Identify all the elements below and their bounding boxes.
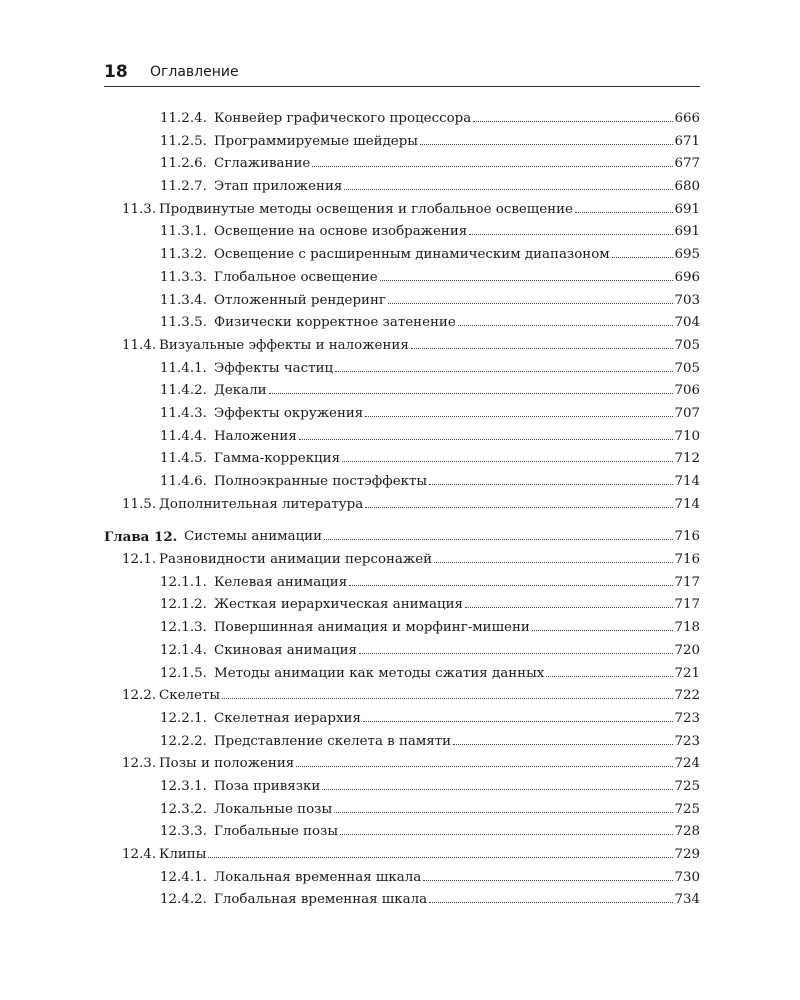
- toc-entry: [104, 844, 700, 867]
- toc-entry-line: [214, 867, 700, 890]
- toc-entry-page: 718: [674, 620, 700, 636]
- toc-entry-line: [214, 131, 700, 154]
- toc-entry-page: 723: [674, 733, 700, 749]
- toc-entry: [104, 244, 700, 267]
- toc-entry-title: Продвинутые методы освещения и глобальное освещение: [159, 201, 573, 217]
- toc-entry-page: 705: [674, 360, 700, 376]
- toc-entry: [104, 131, 700, 154]
- toc-entry-line: [214, 821, 700, 844]
- toc-entry-line: [214, 380, 700, 403]
- toc-entry-page: 721: [674, 665, 700, 681]
- toc-entry-page: 716: [674, 529, 700, 545]
- toc-entry-page: 712: [674, 451, 700, 467]
- toc-entry-number: 12.1.: [122, 552, 157, 568]
- toc-entry: [104, 176, 700, 199]
- dot-leader: [208, 857, 673, 858]
- toc-entry-page: 695: [674, 247, 700, 263]
- toc-entry-title: Наложения: [214, 428, 297, 444]
- toc-entry: [104, 640, 700, 663]
- toc-entry-page: 696: [674, 269, 700, 285]
- toc-entry: [104, 290, 700, 313]
- dot-leader: [296, 766, 673, 767]
- dot-leader: [388, 303, 674, 304]
- toc-entry-page: 723: [674, 710, 700, 726]
- dot-leader: [575, 212, 673, 213]
- dot-leader: [344, 189, 673, 190]
- toc-entry-page: 720: [674, 642, 700, 658]
- dot-leader: [365, 416, 673, 417]
- toc-entry-number: 12.1.4.: [160, 642, 207, 658]
- toc-entry-number: 11.2.5.: [160, 133, 207, 149]
- toc-entry-line: [214, 153, 700, 176]
- toc-chapter-entry: [104, 526, 700, 549]
- toc-entry-line: [214, 290, 700, 313]
- toc-entry-line: [214, 358, 700, 381]
- toc-entry-title: Глобальное освещение: [214, 269, 378, 285]
- toc-entry-number: 11.4.2.: [160, 383, 207, 399]
- toc-entry: [104, 335, 700, 358]
- toc-entry-line: [214, 572, 700, 595]
- dot-leader: [269, 393, 674, 394]
- toc-entry-title: Позы и положения: [159, 756, 295, 772]
- toc-entry-number: 12.4.2.: [160, 892, 207, 908]
- toc-entry: [104, 549, 700, 572]
- toc-entry-page: 706: [674, 383, 700, 399]
- toc-entry-line: [214, 594, 700, 617]
- toc-entry-page: 691: [674, 201, 700, 217]
- toc-entry-page: 724: [674, 756, 700, 772]
- toc-entry-line: [214, 799, 700, 822]
- toc-entry: [104, 358, 700, 381]
- toc-entry-page: 728: [674, 824, 700, 840]
- dot-leader: [365, 507, 673, 508]
- toc-entry: [104, 821, 700, 844]
- toc-entry-page: 722: [674, 688, 700, 704]
- toc-entry-page: 717: [674, 597, 700, 613]
- toc-entry-page: 714: [674, 474, 700, 489]
- dot-leader: [420, 144, 673, 145]
- toc-entry-page: 725: [674, 801, 700, 817]
- dot-leader: [532, 630, 674, 631]
- toc-entry-number: 12.3.: [122, 756, 157, 772]
- dot-leader: [322, 789, 673, 790]
- toc-entry-title: Освещение с расширенным динамическим диапазоном: [214, 247, 610, 263]
- toc-entry-line: [214, 663, 700, 686]
- dot-leader: [465, 607, 674, 608]
- dot-leader: [340, 834, 673, 835]
- page-number: 18: [104, 62, 128, 82]
- toc-entry-line: [214, 889, 700, 912]
- toc-entry-title: Поза привязки: [214, 778, 321, 794]
- toc-entry: [104, 731, 700, 754]
- toc-entry-line: [104, 526, 700, 549]
- toc-entry-number: 12.3.2.: [160, 801, 207, 817]
- toc-entry-title: Освещение на основе изображения: [214, 224, 468, 240]
- toc-entry-title: Гамма-коррекция: [214, 451, 341, 467]
- toc-entry-line: [214, 617, 700, 640]
- toc-entry: [104, 153, 700, 176]
- toc-entry-title: Сглаживание: [214, 156, 311, 172]
- toc-entry-line: [214, 708, 700, 731]
- toc-entry-line: [214, 731, 700, 754]
- toc-entry-title: Келевая анимация: [214, 574, 348, 590]
- toc-entry-line: [214, 176, 700, 199]
- dot-leader: [453, 744, 673, 745]
- toc-entry-number: 11.4.: [122, 337, 157, 353]
- toc-entry-line: [214, 221, 700, 244]
- dot-leader: [429, 902, 673, 903]
- toc-entry-number: 11.2.7.: [160, 179, 207, 195]
- toc-entry-number: 11.5.: [122, 496, 157, 512]
- toc-entry: [104, 708, 700, 731]
- toc-entry-line: [159, 199, 700, 222]
- toc-entry-number: 11.3.2.: [160, 247, 207, 263]
- toc-entry: [104, 799, 700, 822]
- toc-entry-title: Декали: [214, 383, 267, 399]
- toc-entry-number: 11.3.3.: [160, 269, 207, 285]
- toc-entry-title: Методы анимации как методы сжатия данных: [214, 665, 545, 681]
- toc-entry-title: Представление скелета в памяти: [214, 733, 452, 749]
- toc-entry-number: 12.3.1.: [160, 778, 207, 794]
- toc-entry-line: [214, 471, 700, 494]
- toc-entry-number: 12.1.2.: [160, 597, 207, 613]
- toc-entry: [104, 426, 700, 449]
- toc-entry-page: 705: [674, 337, 700, 353]
- toc-entry: [104, 221, 700, 244]
- dot-leader: [299, 439, 674, 440]
- toc-entry-title: Эффекты частиц: [214, 360, 334, 376]
- dot-leader: [380, 280, 674, 281]
- toc-entry-title: Жесткая иерархическая анимация: [214, 597, 463, 613]
- toc-entry-line: [214, 448, 700, 471]
- toc-entry-title: Эффекты окружения: [214, 405, 364, 421]
- toc-entry: [104, 380, 700, 403]
- toc-entry-number: 12.1.5.: [160, 665, 207, 681]
- toc-entry-page: 710: [674, 428, 700, 444]
- dot-leader: [434, 562, 673, 563]
- toc-entry-number: 12.4.: [122, 847, 157, 862]
- toc-entry: [104, 312, 700, 335]
- toc-entry: [104, 776, 700, 799]
- toc-entry-page: 677: [674, 156, 700, 172]
- toc-entry-title: Скелеты: [159, 688, 221, 704]
- dot-leader: [411, 348, 674, 349]
- toc-entry-title: Скелетная иерархия: [214, 710, 361, 726]
- toc-entry-number: 11.3.: [122, 201, 157, 217]
- toc-entry-title: Визуальные эффекты и наложения: [159, 337, 409, 353]
- dot-leader: [222, 698, 673, 699]
- toc-entry-number: 12.4.1.: [160, 869, 207, 885]
- toc-entry-page: 703: [674, 292, 700, 308]
- toc-entry: [104, 108, 700, 131]
- toc-entry-title: Локальная временная шкала: [214, 869, 422, 885]
- toc-entry-number: 11.4.4.: [160, 428, 207, 444]
- toc-entry-page: 704: [674, 315, 700, 331]
- toc-entry: [104, 753, 700, 776]
- toc-entry: [104, 199, 700, 222]
- toc-entry-number: 11.2.4.: [160, 111, 207, 126]
- toc-entry-line: [159, 844, 700, 867]
- toc-entry-title: Глобальные позы: [214, 824, 338, 840]
- toc-entry-number: 12.2.: [122, 688, 157, 704]
- toc-entry-line: [159, 753, 700, 776]
- toc-entry-number: 12.3.3.: [160, 824, 207, 840]
- toc-entry-line: [214, 108, 700, 131]
- toc-entry-number: 12.2.2.: [160, 733, 207, 749]
- toc-entry-page: 734: [674, 892, 700, 908]
- toc-entry: [104, 572, 700, 595]
- toc-entry-number: 11.3.4.: [160, 292, 207, 308]
- toc-entry-title: Конвейер графического процессора: [214, 111, 472, 126]
- toc-entry: [104, 685, 700, 708]
- toc-entry-title: Скиновая анимация: [214, 642, 357, 658]
- toc-entry-line: [214, 312, 700, 335]
- toc-entry-line: [214, 640, 700, 663]
- toc-entry: [104, 663, 700, 686]
- toc-entry-page: 717: [674, 574, 700, 590]
- dot-leader: [324, 539, 673, 540]
- toc-entry-number: 11.3.5.: [160, 315, 207, 331]
- dot-leader: [423, 880, 673, 881]
- dot-leader: [458, 325, 674, 326]
- toc-entry-number: 11.2.6.: [160, 156, 207, 172]
- dot-leader: [312, 166, 673, 167]
- toc-entry-number: 12.2.1.: [160, 710, 207, 726]
- toc-entry-line: [214, 267, 700, 290]
- dot-leader: [612, 257, 674, 258]
- toc-entry-title: Глобальная временная шкала: [214, 892, 428, 908]
- toc-entry-line: [159, 549, 700, 572]
- toc-entry-title: Повершинная анимация и морфинг-мишени: [214, 620, 530, 636]
- toc-entry-page: 671: [674, 133, 700, 149]
- toc-entry: [104, 594, 700, 617]
- toc-entry: [104, 403, 700, 426]
- dot-leader: [334, 812, 673, 813]
- toc-entry: [104, 494, 700, 517]
- header-title: Оглавление: [150, 64, 239, 80]
- toc-entry-line: [159, 685, 700, 708]
- dot-leader: [342, 461, 673, 462]
- dot-leader: [359, 653, 673, 654]
- dot-leader: [429, 484, 673, 485]
- toc-entry-page: 680: [674, 179, 700, 195]
- dot-leader: [546, 676, 673, 677]
- toc-entry-title: Отложенный рендеринг: [214, 292, 386, 308]
- dot-leader: [335, 371, 673, 372]
- toc-entry-line: [214, 426, 700, 449]
- table-of-contents: [104, 108, 700, 912]
- toc-entry-number: 12.1.3.: [160, 620, 207, 636]
- dot-leader: [473, 121, 673, 122]
- toc-entry-line: [214, 244, 700, 267]
- dot-leader: [349, 585, 673, 586]
- dot-leader: [363, 721, 674, 722]
- toc-entry-number: 11.4.1.: [160, 360, 207, 376]
- toc-entry-title: Дополнительная литература: [159, 496, 364, 512]
- toc-entry-page: 707: [674, 405, 700, 421]
- toc-entry-number: 12.1.1.: [160, 574, 207, 590]
- toc-entry-page: 716: [674, 552, 700, 568]
- toc-entry-number: Глава 12.: [104, 529, 178, 546]
- toc-entry-title: Этап приложения: [214, 179, 343, 195]
- running-header: [104, 58, 700, 87]
- toc-entry-line: [214, 403, 700, 426]
- dot-leader: [469, 234, 673, 235]
- toc-entry-title: Системы анимации: [184, 529, 323, 545]
- toc-entry-number: 11.4.3.: [160, 405, 207, 421]
- toc-entry-title: Программируемые шейдеры: [214, 133, 418, 149]
- toc-entry-title: Полноэкранные постэффекты: [214, 474, 428, 489]
- toc-entry-number: 11.4.6.: [160, 474, 207, 489]
- toc-entry: [104, 448, 700, 471]
- toc-entry: [104, 267, 700, 290]
- toc-entry-title: Клипы: [159, 847, 207, 862]
- toc-entry-number: 11.3.1.: [160, 224, 207, 240]
- toc-entry-line: [159, 335, 700, 358]
- toc-entry-number: 11.4.5.: [160, 451, 207, 467]
- toc-entry: [104, 867, 700, 890]
- toc-entry-page: 691: [674, 224, 700, 240]
- toc-entry-page: 666: [674, 111, 700, 126]
- toc-entry-page: 725: [674, 778, 700, 794]
- toc-entry-page: 730: [674, 869, 700, 885]
- toc-entry-page: 729: [674, 847, 700, 862]
- toc-entry: [104, 889, 700, 912]
- toc-entry-title: Разновидности анимации персонажей: [159, 552, 433, 568]
- toc-entry-title: Физически корректное затенение: [214, 315, 456, 331]
- toc-entry-line: [214, 776, 700, 799]
- toc-entry-page: 714: [674, 496, 700, 512]
- toc-entry: [104, 471, 700, 494]
- toc-entry-line: [159, 494, 700, 517]
- toc-entry: [104, 617, 700, 640]
- toc-entry-title: Локальные позы: [214, 801, 333, 817]
